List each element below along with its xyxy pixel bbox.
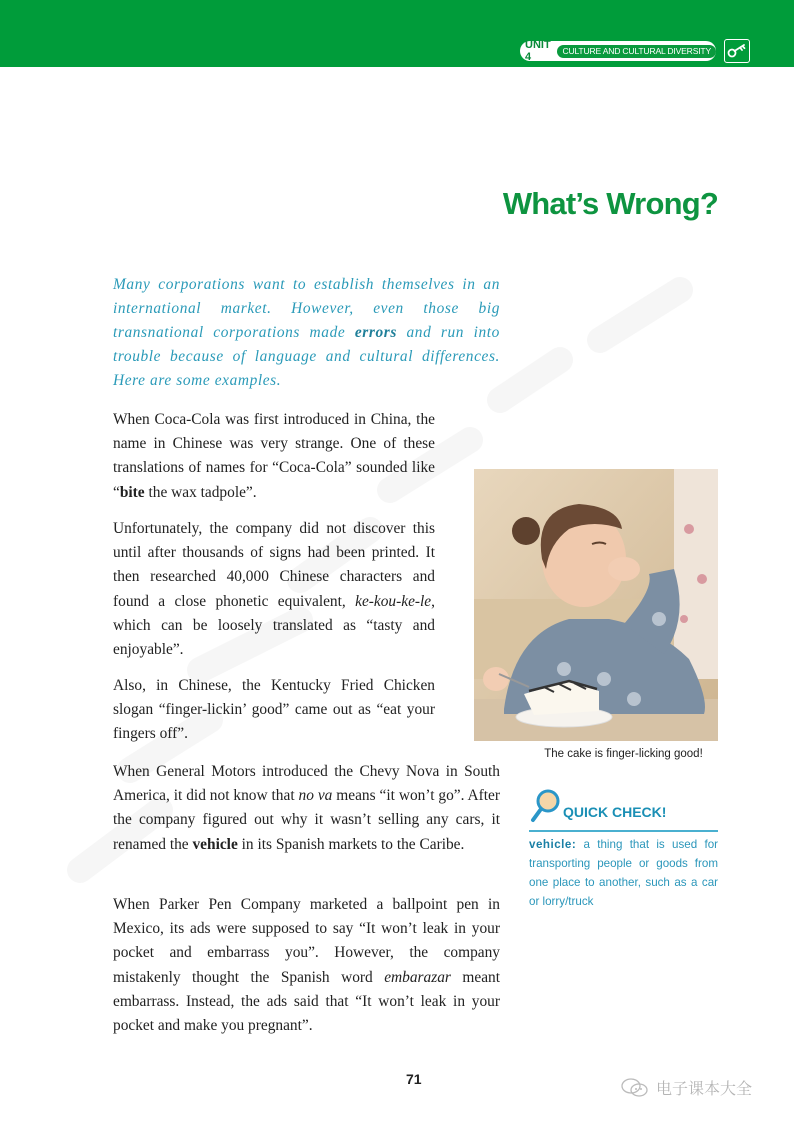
intro-text-end: and run into trouble because of language and cultural differences. Here are some examples. xyxy=(113,324,500,389)
paragraph-text: means “it won’t go”. After the company figured out why it wasn’t selling any cars, it renamed the xyxy=(113,787,500,853)
bold-term: bite xyxy=(119,483,145,501)
paragraph-text: Unfortunately, the company did not discover this until after thousands of signs had been printed. It then researched 40,000 Chinese characters and found a close phonetic equivalent, xyxy=(113,520,435,610)
unit-label: UNIT 4 xyxy=(525,39,551,63)
paragraph-kfc xyxy=(113,674,435,747)
intro-bold-term: errors xyxy=(354,324,397,341)
paragraph-text: in its Spanish markets to the Caribe. xyxy=(237,835,465,853)
intro-text: Many corporations want to establish themselves in an international market. However, even those big transnational corporations made xyxy=(113,276,500,341)
italic-term: ke-kou-ke-le xyxy=(355,592,432,610)
paragraph-text: When Parker Pen Company marketed a ballpoint pen in Mexico, its ads were supposed to say “It won’t leak in your pocket and embarrass you”. However, the company mistakenly thought the Spanish word xyxy=(113,896,500,986)
quick-check-divider xyxy=(529,830,718,832)
magnifier-icon xyxy=(530,788,562,824)
wechat-icon xyxy=(620,1077,650,1099)
footer-watermark xyxy=(620,1076,752,1099)
paragraph-text: When General Motors introduced the Chevy Nova in South America, it did not know that xyxy=(113,763,500,805)
italic-term: no va xyxy=(298,787,333,805)
girl-eating-cake-photo xyxy=(474,469,718,741)
intro-paragraph xyxy=(113,273,500,393)
quick-check-title: QUICK CHECK! xyxy=(563,804,667,820)
paragraph-text: When Coca-Cola was first introduced in China, the name in Chinese was very strange. One of these translations of names for “Coca-Cola” sounded like “ xyxy=(113,411,435,501)
photo-caption: The cake is finger-licking good! xyxy=(544,748,703,760)
page-number: 71 xyxy=(406,1071,422,1087)
paragraph-text: the wax tadpole”. xyxy=(144,483,257,501)
quick-check-term: vehicle: xyxy=(529,838,577,851)
watermark-text: 电子课本大全 xyxy=(656,1079,753,1098)
bold-term: vehicle xyxy=(192,835,238,853)
quick-check-definition-text: a thing that is used for transporting people or goods from one place to another, such as a car or lorry/truck xyxy=(529,838,718,908)
unit-badge xyxy=(520,41,716,61)
paragraph-parker-pen xyxy=(113,893,500,1038)
paragraph-unfortunately xyxy=(113,517,435,662)
page-title: What’s Wrong? xyxy=(502,186,718,221)
italic-term: embarazar xyxy=(384,968,451,986)
key-icon xyxy=(724,39,750,63)
paragraph-text: meant embarrass. Instead, the ads said that “It won’t leak in your pocket and make you pregnant”. xyxy=(113,968,501,1035)
paragraph-chevy-nova xyxy=(113,760,500,857)
quick-check-definition xyxy=(529,835,718,911)
paragraph-coca-cola xyxy=(113,408,435,505)
unit-title: CULTURE AND CULTURAL DIVERSITY xyxy=(557,45,716,58)
paragraph-text: Also, in Chinese, the Kentucky Fried Chicken slogan “finger-lickin’ good” came out as “eat your fingers off”. xyxy=(113,677,435,743)
paragraph-text: , which can be loosely translated as “tasty and enjoyable”. xyxy=(113,592,435,659)
